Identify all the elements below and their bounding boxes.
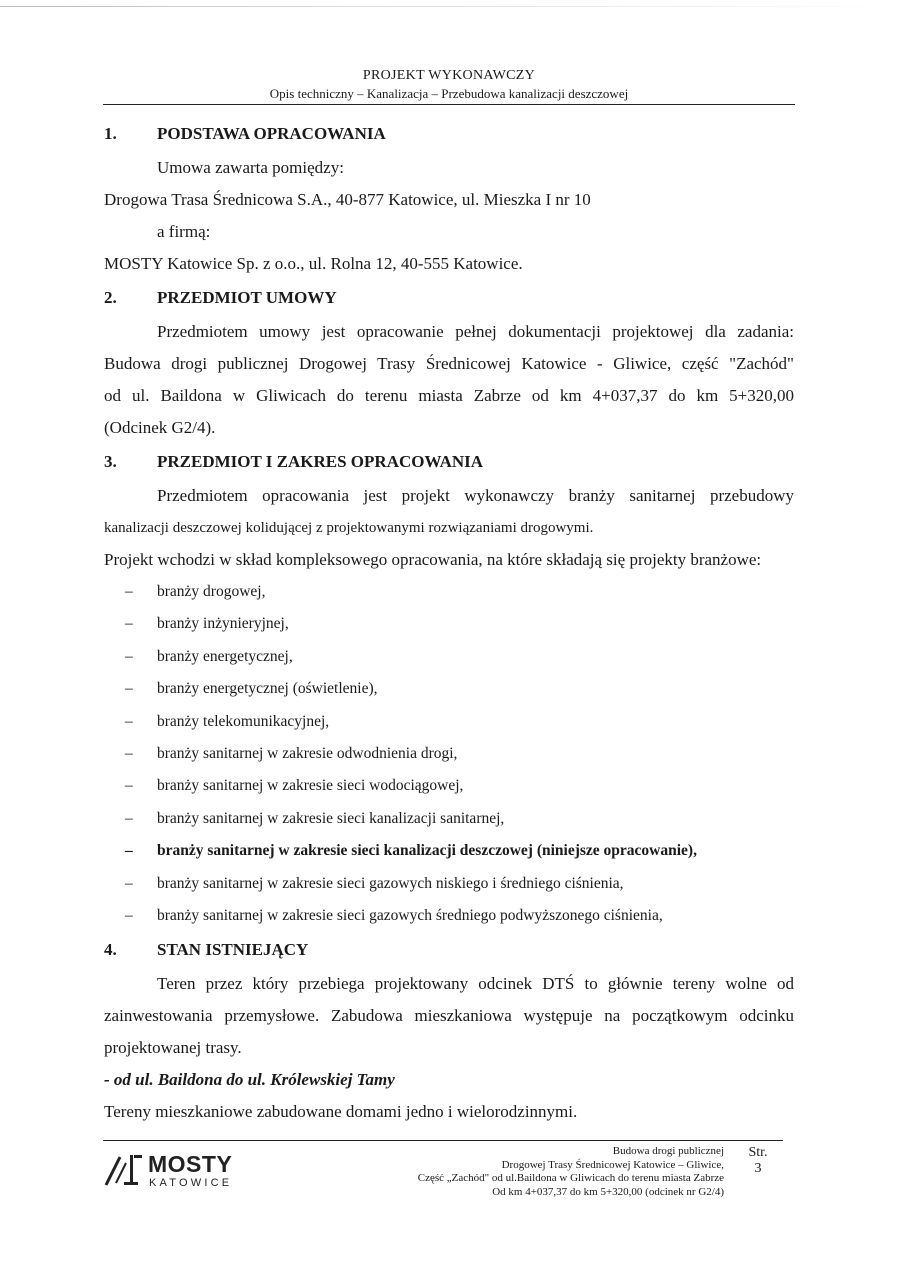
section-3-paragraph-line: Projekt wchodzi w skład kompleksowego opracowania, na które składają się projekty branżowe: [104,550,762,569]
section-4-subheading: - od ul. Baildona do ul. Królewskiej Tamy [104,1070,395,1090]
footer-info-line: Drogowej Trasy Średnicowej Katowice – Gliwice, [501,1158,724,1171]
list-item: – branży energetycznej, [125,647,293,665]
mosty-logo-icon [104,1153,144,1187]
header-divider [103,104,795,105]
footer-project-info [360,1145,724,1199]
section-4-paragraph-line: zainwestowania przemysłowe. Zabudowa mieszkaniowa występuje na początkowym odcinku [104,1006,794,1026]
list-item: – branży sanitarnej w zakresie sieci gazowych średniego podwyższonego ciśnienia, [125,907,663,925]
footer-info-line: Budowa drogi publicznej [612,1145,724,1157]
section-3-heading [104,452,794,480]
section-2-paragraph-line: (Odcinek G2/4). [104,418,216,437]
list-item: – branży inżynieryjnej, [125,615,289,633]
section-1-intro: Umowa zawarta pomiędzy: [157,158,344,177]
section-number: 2. [104,288,117,307]
footer-info-line: Część „Zachód" od ul.Baildona w Gliwicach do terenu miasta Zabrze [417,1172,724,1184]
list-item: – branży sanitarnej w zakresie sieci kanalizacji sanitarnej, [125,809,505,827]
section-number: 3. [104,452,117,471]
list-item-current-document: – branży sanitarnej w zakresie sieci kanalizacji deszczowej (niniejsze opracowanie), [125,842,697,860]
logo-city-text: KATOWICE [149,1177,233,1189]
section-4-paragraph-line: projektowanej trasy. [104,1038,242,1058]
section-1-heading [104,124,794,152]
section-3-paragraph-line: kanalizacji deszczowej kolidującej z projektowanymi rozwiązaniami drogowymi. [104,520,594,536]
list-item: – branży telekomunikacyjnej, [125,712,330,730]
list-item: – branży drogowej, [125,583,266,600]
section-number: 4. [104,940,117,960]
document-body [104,124,794,1128]
section-1-party-1: Drogowa Trasa Średnicowa S.A., 40-877 Katowice, ul. Mieszka I nr 10 [104,190,591,209]
page-label: Str. [748,1145,768,1160]
header-title: PROJEKT WYKONAWCZY [362,68,536,83]
section-4-paragraph-line: Teren przez który przebiega projektowany odcinek DTŚ to głównie tereny wolne od [157,974,794,994]
section-4-paragraph-line: Tereny mieszkaniowe zabudowane domami jedno i wielorodzinnymi. [104,1102,578,1122]
section-2-heading [104,288,794,316]
section-1-party-2: MOSTY Katowice Sp. z o.o., ul. Rolna 12, 40-555 Katowice. [104,254,523,273]
scan-artifact-line [0,6,899,7]
section-4-heading [104,940,794,968]
header-subtitle: Opis techniczny – Kanalizacja – Przebudowa kanalizacji deszczowej [269,86,629,101]
section-2-paragraph-line: Budowa drogi publicznej Drogowej Trasy Średnicowej Katowice - Gliwice, część "Zachód" [104,354,794,373]
list-item: – branży sanitarnej w zakresie odwodnienia drogi, [125,745,458,763]
list-item: – branży sanitarnej w zakresie sieci gazowych niskiego i średniego ciśnienia, [125,874,624,892]
company-logo [104,1151,264,1191]
page-header [103,68,795,102]
footer-info-line: Od km 4+037,37 do km 5+320,00 (odcinek nr G2/4) [492,1185,724,1198]
section-1-connector: a firmą: [157,222,211,241]
section-title: PRZEDMIOT I ZAKRES OPRACOWANIA [157,452,484,471]
section-2-paragraph-line: od ul. Baildona w Gliwicach do terenu miasta Zabrze od km 4+037,37 do km 5+320,00 [104,386,794,405]
section-title: PODSTAWA OPRACOWANIA [157,124,386,143]
list-item: – branży energetycznej (oświetlenie), [125,680,378,698]
list-item: – branży sanitarnej w zakresie sieci wodociągowej, [125,777,464,795]
page-number-block [738,1145,778,1177]
section-3-paragraph-line: Przedmiotem opracowania jest projekt wykonawczy branży sanitarnej przebudowy [157,486,794,505]
page-number: 3 [754,1161,762,1176]
section-2-paragraph-line: Przedmiotem umowy jest opracowanie pełnej dokumentacji projektowej dla zadania: [157,322,794,341]
footer-divider [103,1140,783,1141]
section-title: STAN ISTNIEJĄCY [157,940,309,960]
section-title: PRZEDMIOT UMOWY [157,288,337,307]
section-number: 1. [104,124,117,143]
logo-brand-text: MOSTY [148,1151,233,1177]
discipline-list [104,576,794,932]
